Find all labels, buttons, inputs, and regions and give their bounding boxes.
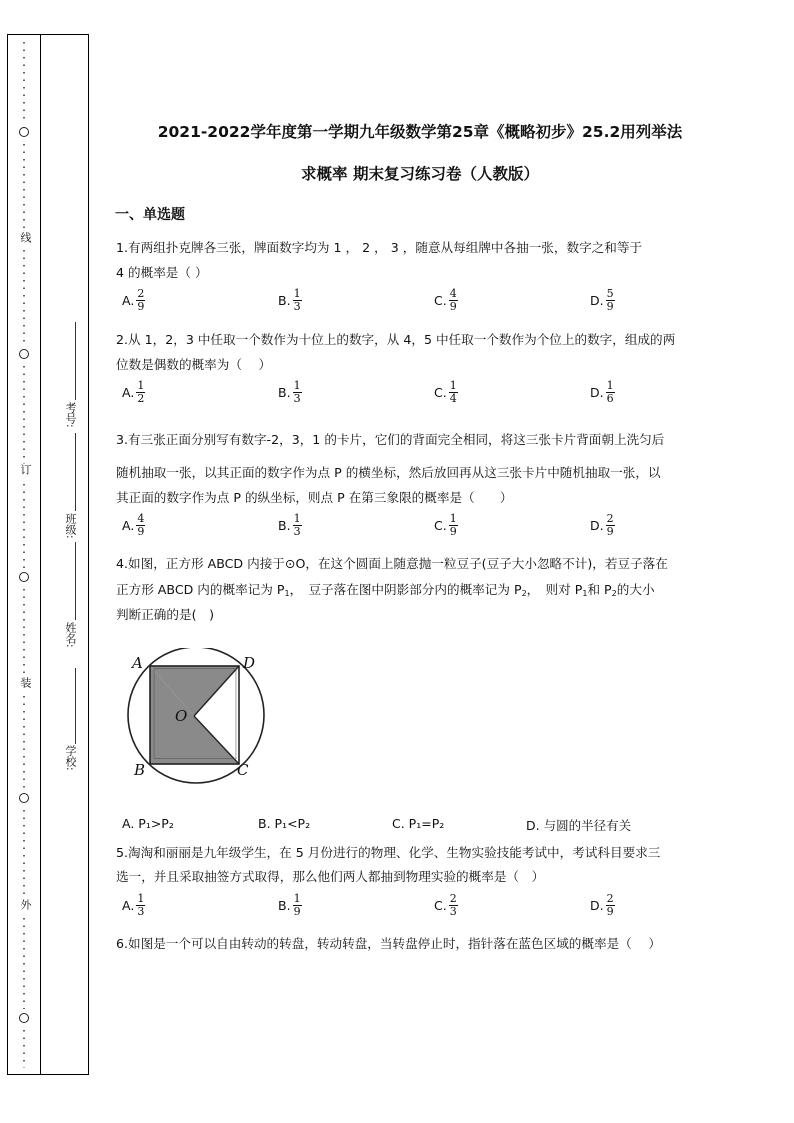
subscript: 1 xyxy=(582,589,588,598)
field-label-school: 学校: xyxy=(64,745,77,771)
q3-option-b[interactable] xyxy=(278,513,302,538)
q1-text-line2: 4 的概率是（ ） xyxy=(116,265,208,280)
q4-option-d[interactable]: D. 与圆的半径有关 xyxy=(526,818,632,833)
denominator: 4 xyxy=(449,392,457,405)
option-label: A. xyxy=(122,898,135,913)
label-c: C xyxy=(237,761,249,779)
q1-option-a[interactable] xyxy=(122,288,145,313)
section-heading: 一、单选题 xyxy=(115,207,185,223)
option-label: A. xyxy=(122,293,135,308)
numerator: 1 xyxy=(137,892,145,905)
q3-text-line2: 随机抽取一张，以其正面的数字作为点 P 的横坐标，然后放回再从这三张卡片中随机抽取一张，以 xyxy=(116,465,661,480)
field-line-class[interactable] xyxy=(75,433,76,511)
denominator: 9 xyxy=(137,300,145,313)
q4-text-line3: 判断正确的是( ) xyxy=(116,607,214,622)
q2-option-a[interactable] xyxy=(122,380,145,405)
numerator: 1 xyxy=(449,512,457,525)
fraction xyxy=(606,288,615,313)
denominator: 3 xyxy=(293,392,301,405)
numerator: 4 xyxy=(137,512,145,525)
q5-option-a[interactable] xyxy=(122,893,145,918)
field-line-name[interactable] xyxy=(75,542,76,620)
q4-text-line2 xyxy=(116,579,655,598)
fraction xyxy=(606,893,615,918)
denominator: 9 xyxy=(137,525,145,538)
q5-text-line2: 选一，并且采取抽签方式取得，那么他们两人都抽到物理实验的概率是（ ） xyxy=(116,869,545,884)
option-label: C. xyxy=(434,385,447,400)
numerator: 1 xyxy=(293,892,301,905)
binding-char-xian: 线 xyxy=(19,232,32,243)
option-label: D. xyxy=(590,293,604,308)
field-label-class: 班级: xyxy=(64,513,77,539)
denominator: 9 xyxy=(606,300,614,313)
label-d: D xyxy=(243,654,256,672)
numerator: 1 xyxy=(293,379,301,392)
fraction xyxy=(293,513,302,538)
numerator: 1 xyxy=(137,379,145,392)
fraction xyxy=(449,513,458,538)
fraction xyxy=(136,380,145,405)
q4-text-part: 的大小 xyxy=(616,582,655,597)
denominator: 2 xyxy=(137,392,145,405)
denominator: 3 xyxy=(137,905,145,918)
numerator: 2 xyxy=(137,287,145,300)
q3-text-line3: 其正面的数字作为点 P 的纵坐标，则点 P 在第三象限的概率是（ ） xyxy=(116,490,513,505)
numerator: 1 xyxy=(449,379,457,392)
label-a: A xyxy=(132,654,143,672)
option-label: C. xyxy=(434,898,447,913)
q4-text-part: 正方形 ABCD 内的概率记为 P xyxy=(116,582,285,597)
option-label: B. xyxy=(278,518,291,533)
fraction xyxy=(293,893,302,918)
fraction xyxy=(606,513,615,538)
q4-text-part: ， 豆子落在图中阴影部分内的概率记为 P xyxy=(289,582,522,597)
dotted-line-graphic xyxy=(8,34,40,1075)
q5-option-d[interactable] xyxy=(590,893,615,918)
q4-text-part: ， 则对 P xyxy=(526,582,583,597)
option-label: C. xyxy=(434,518,447,533)
q5-option-c[interactable] xyxy=(434,893,458,918)
subscript: 1 xyxy=(284,589,290,598)
q1-option-b[interactable] xyxy=(278,288,302,313)
option-label: C. xyxy=(434,293,447,308)
fraction xyxy=(293,380,302,405)
circle-square-figure xyxy=(126,648,286,784)
fraction xyxy=(606,380,615,405)
option-label: A. xyxy=(122,385,135,400)
option-label: A. xyxy=(122,518,135,533)
subscript: 2 xyxy=(611,589,617,598)
fraction xyxy=(449,893,458,918)
denominator: 9 xyxy=(293,905,301,918)
numerator: 4 xyxy=(449,287,457,300)
fraction xyxy=(136,893,145,918)
q4-text-line1: 4.如图，正方形 ABCD 内接于⊙O，在这个圆面上随意抛一粒豆子(豆子大小忽略不计)，若豆子落在 xyxy=(116,556,668,571)
option-label: B. xyxy=(278,385,291,400)
option-label: D. xyxy=(590,385,604,400)
denominator: 9 xyxy=(606,525,614,538)
field-label-name: 姓名: xyxy=(64,622,77,648)
q1-option-d[interactable] xyxy=(590,288,615,313)
numerator: 1 xyxy=(293,287,301,300)
q2-text-line1: 2.从 1，2，3 中任取一个数作为十位上的数字，从 4，5 中任取一个数作为个位上的数字，组成的两 xyxy=(116,332,676,347)
fraction xyxy=(136,288,145,313)
numerator: 5 xyxy=(606,287,614,300)
fraction xyxy=(449,380,458,405)
q2-option-d[interactable] xyxy=(590,380,615,405)
fraction xyxy=(293,288,302,313)
q4-option-c[interactable]: C. P₁=P₂ xyxy=(392,816,445,831)
numerator: 1 xyxy=(293,512,301,525)
q4-option-a[interactable]: A. P₁>P₂ xyxy=(122,816,174,831)
q1-option-c[interactable] xyxy=(434,288,458,313)
numerator: 2 xyxy=(606,512,614,525)
q2-option-c[interactable] xyxy=(434,380,458,405)
field-label-exam-number: 考号: xyxy=(64,402,77,428)
q2-option-b[interactable] xyxy=(278,380,302,405)
field-line-school[interactable] xyxy=(75,668,76,744)
q3-option-a[interactable] xyxy=(122,513,145,538)
q6-text-line1: 6.如图是一个可以自由转动的转盘，转动转盘，当转盘停止时，指针落在蓝色区域的概率是（ ） xyxy=(116,936,661,951)
q1-text-line1: 1.有两组扑克牌各三张，牌面数字均为 1 ， 2 ， 3 ，随意从每组牌中各抽一张，数字之和等于 xyxy=(116,240,643,255)
page-title-line2: 求概率 期末复习练习卷（人教版） xyxy=(301,165,539,183)
denominator: 6 xyxy=(606,392,614,405)
fraction xyxy=(136,513,145,538)
q5-option-b[interactable] xyxy=(278,893,302,918)
binding-char-ding: 订 xyxy=(19,464,32,475)
denominator: 9 xyxy=(449,300,457,313)
q2-text-line2: 位数是偶数的概率为（ ） xyxy=(116,357,272,372)
fraction xyxy=(449,288,458,313)
subscript: 2 xyxy=(521,589,527,598)
binding-char-wai: 外 xyxy=(19,899,32,910)
binding-divider xyxy=(40,34,41,1075)
q3-text-line1: 3.有三张正面分别写有数字-2，3，1 的卡片，它们的背面完全相同，将这三张卡片背面朝上洗匀后 xyxy=(116,432,665,447)
q5-text-line1: 5.淘淘和丽丽是九年级学生，在 5 月份进行的物理、化学、生物实验技能考试中，考试科目要求三 xyxy=(116,845,661,860)
q3-option-d[interactable] xyxy=(590,513,615,538)
denominator: 9 xyxy=(606,905,614,918)
q4-text-part: 和 P xyxy=(587,582,612,597)
label-b: B xyxy=(134,761,146,779)
option-label: B. xyxy=(278,898,291,913)
q4-option-b[interactable]: B. P₁<P₂ xyxy=(258,816,311,831)
denominator: 3 xyxy=(293,300,301,313)
numerator: 2 xyxy=(449,892,457,905)
field-line-exam-number[interactable] xyxy=(75,322,76,400)
label-o: O xyxy=(175,707,188,725)
numerator: 2 xyxy=(606,892,614,905)
binding-char-zhuang: 装 xyxy=(19,677,32,688)
q3-option-c[interactable] xyxy=(434,513,458,538)
page-title-line1: 2021-2022学年度第一学期九年级数学第25章《概略初步》25.2用列举法 xyxy=(157,123,683,141)
denominator: 9 xyxy=(449,525,457,538)
option-label: B. xyxy=(278,293,291,308)
binding-dotted-line xyxy=(8,34,40,1075)
numerator: 1 xyxy=(606,379,614,392)
denominator: 3 xyxy=(293,525,301,538)
denominator: 3 xyxy=(449,905,457,918)
option-label: D. xyxy=(590,898,604,913)
option-label: D. xyxy=(590,518,604,533)
